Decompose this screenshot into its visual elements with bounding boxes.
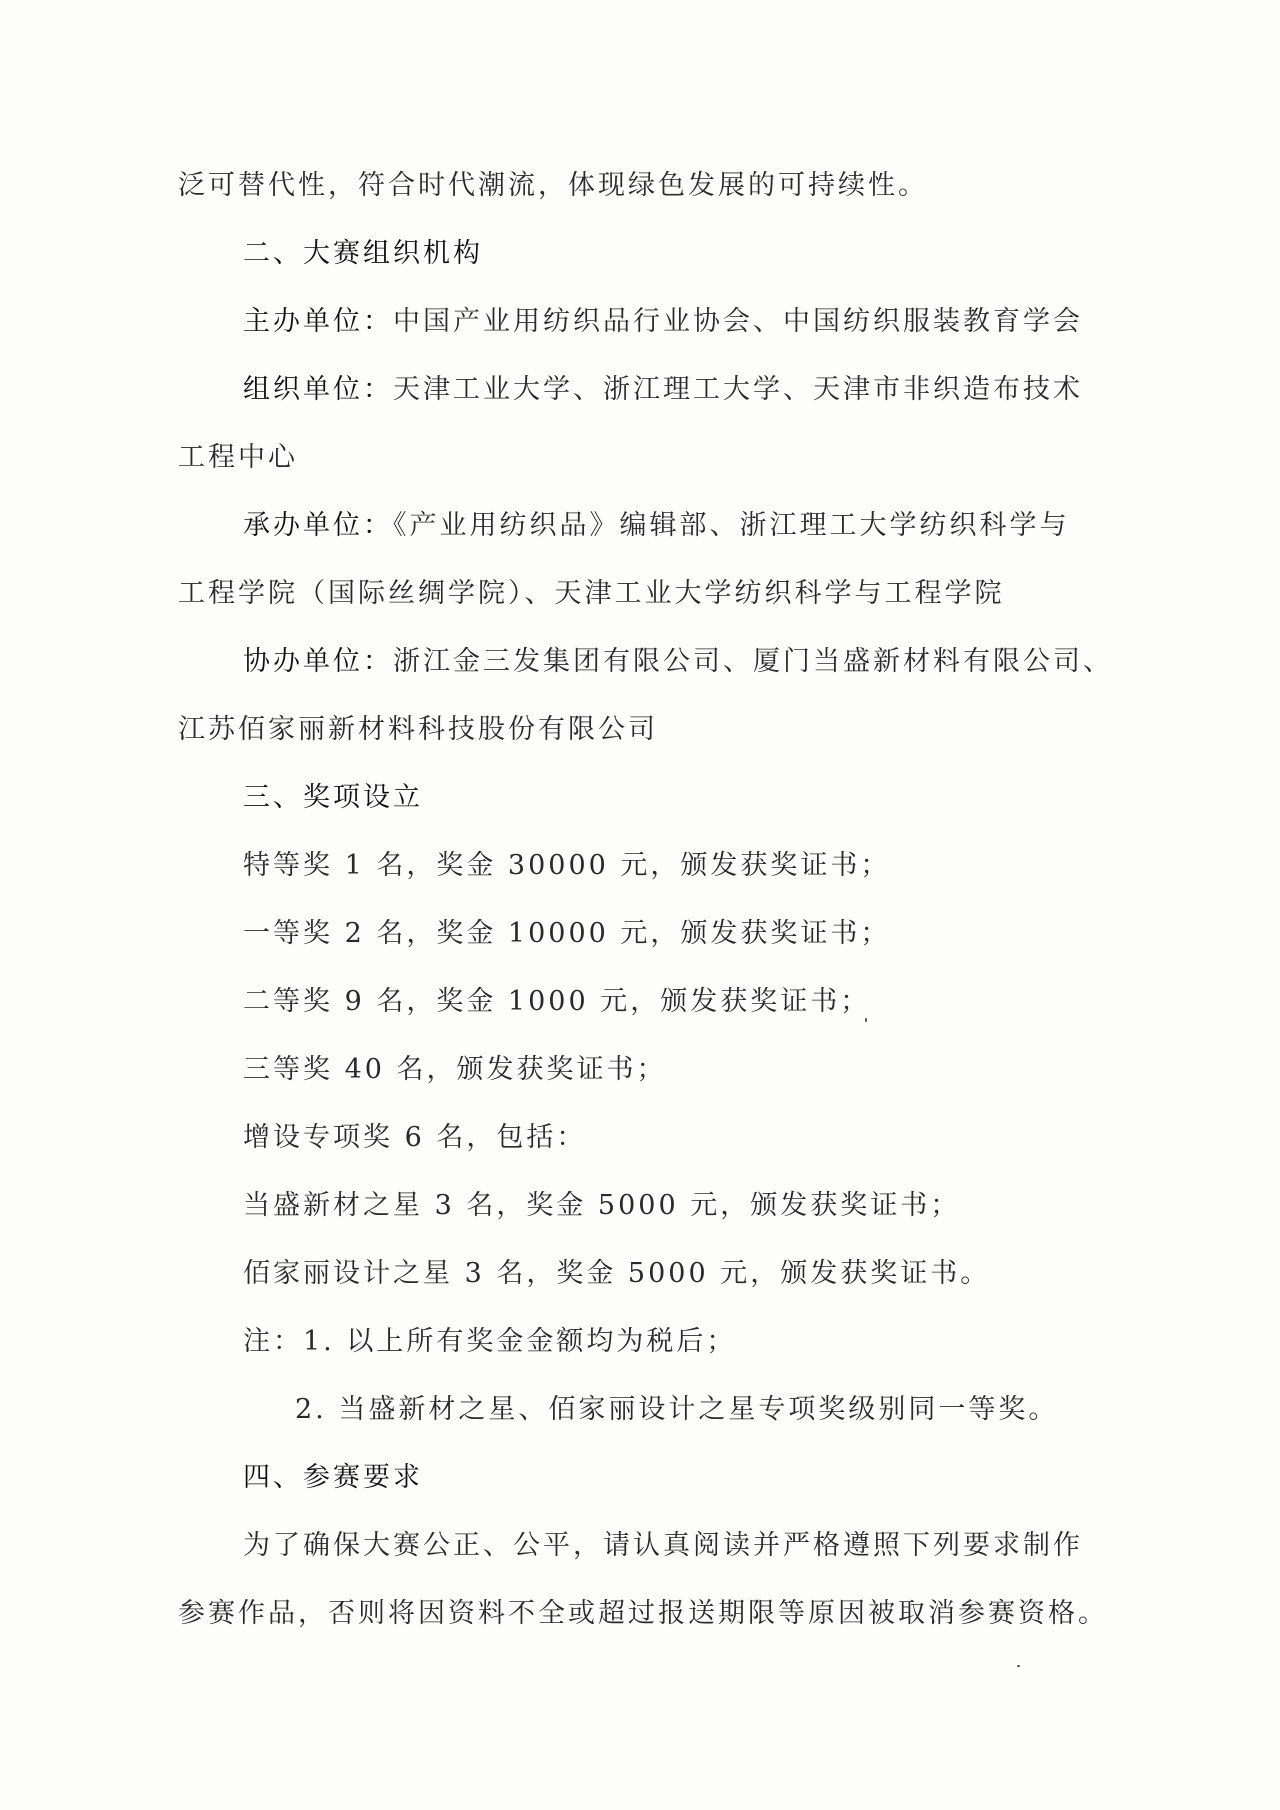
award-item: 一等奖 2 名，奖金 10000 元，颁发获奖证书； bbox=[243, 918, 891, 949]
scan-speck bbox=[865, 1018, 867, 1022]
note-line: 注：1. 以上所有奖金金额均为税后； bbox=[243, 1326, 737, 1357]
award-item: 增设专项奖 6 名，包括： bbox=[243, 1122, 587, 1153]
award-item: 二等奖 9 名，奖金 1000 元，颁发获奖证书； bbox=[243, 986, 871, 1017]
paragraph-line: 为了确保大赛公正、公平，请认真阅读并严格遵照下列要求制作 bbox=[243, 1530, 1083, 1561]
section-heading-requirements: 四、参赛要求 bbox=[243, 1462, 423, 1493]
organizing-unit-line bbox=[243, 372, 1083, 408]
award-item: 三等奖 40 名，颁发获奖证书； bbox=[243, 1054, 667, 1085]
host-unit-text: 中国产业用纺织品行业协会、中国纺织服装教育学会 bbox=[393, 306, 1083, 337]
co-organizer-continued: 江苏佰家丽新材料科技股份有限公司 bbox=[178, 714, 658, 745]
section-heading-organization: 二、大赛组织机构 bbox=[243, 238, 483, 269]
co-organizer-label: 协办单位： bbox=[243, 646, 393, 677]
organizing-unit-label: 组织单位： bbox=[243, 374, 393, 405]
organizer-line bbox=[243, 304, 1083, 340]
paragraph-line: 泛可替代性，符合时代潮流，体现绿色发展的可持续性。 bbox=[178, 170, 928, 201]
award-item: 佰家丽设计之星 3 名，奖金 5000 元，颁发获奖证书。 bbox=[243, 1258, 991, 1289]
co-organizer-text: 浙江金三发集团有限公司、厦门当盛新材料有限公司、 bbox=[393, 646, 1113, 677]
paragraph-line: 参赛作品，否则将因资料不全或超过报送期限等原因被取消参赛资格。 bbox=[178, 1598, 1108, 1629]
host-unit-label: 主办单位： bbox=[243, 306, 393, 337]
undertaking-unit-line bbox=[243, 508, 1070, 544]
award-item: 特等奖 1 名，奖金 30000 元，颁发获奖证书； bbox=[243, 850, 891, 881]
section-heading-awards: 三、奖项设立 bbox=[243, 782, 423, 813]
undertaking-unit-continued: 工程学院（国际丝绸学院）、天津工业大学纺织科学与工程学院 bbox=[178, 578, 1005, 609]
undertaking-unit-text: 《产业用纺织品》编辑部、浙江理工大学纺织科学与 bbox=[393, 510, 1070, 541]
undertaking-unit-label: 承办单位： bbox=[243, 510, 393, 541]
award-item: 当盛新材之星 3 名，奖金 5000 元，颁发获奖证书； bbox=[243, 1190, 961, 1221]
organizing-unit-text: 天津工业大学、浙江理工大学、天津市非织造布技术 bbox=[393, 374, 1083, 405]
organizing-unit-continued: 工程中心 bbox=[178, 442, 298, 473]
co-organizer-line bbox=[243, 644, 1113, 680]
scan-speck bbox=[1017, 1665, 1020, 1667]
note-line: 2. 当盛新材之星、佰家丽设计之星专项奖级别同一等奖。 bbox=[295, 1394, 1059, 1425]
